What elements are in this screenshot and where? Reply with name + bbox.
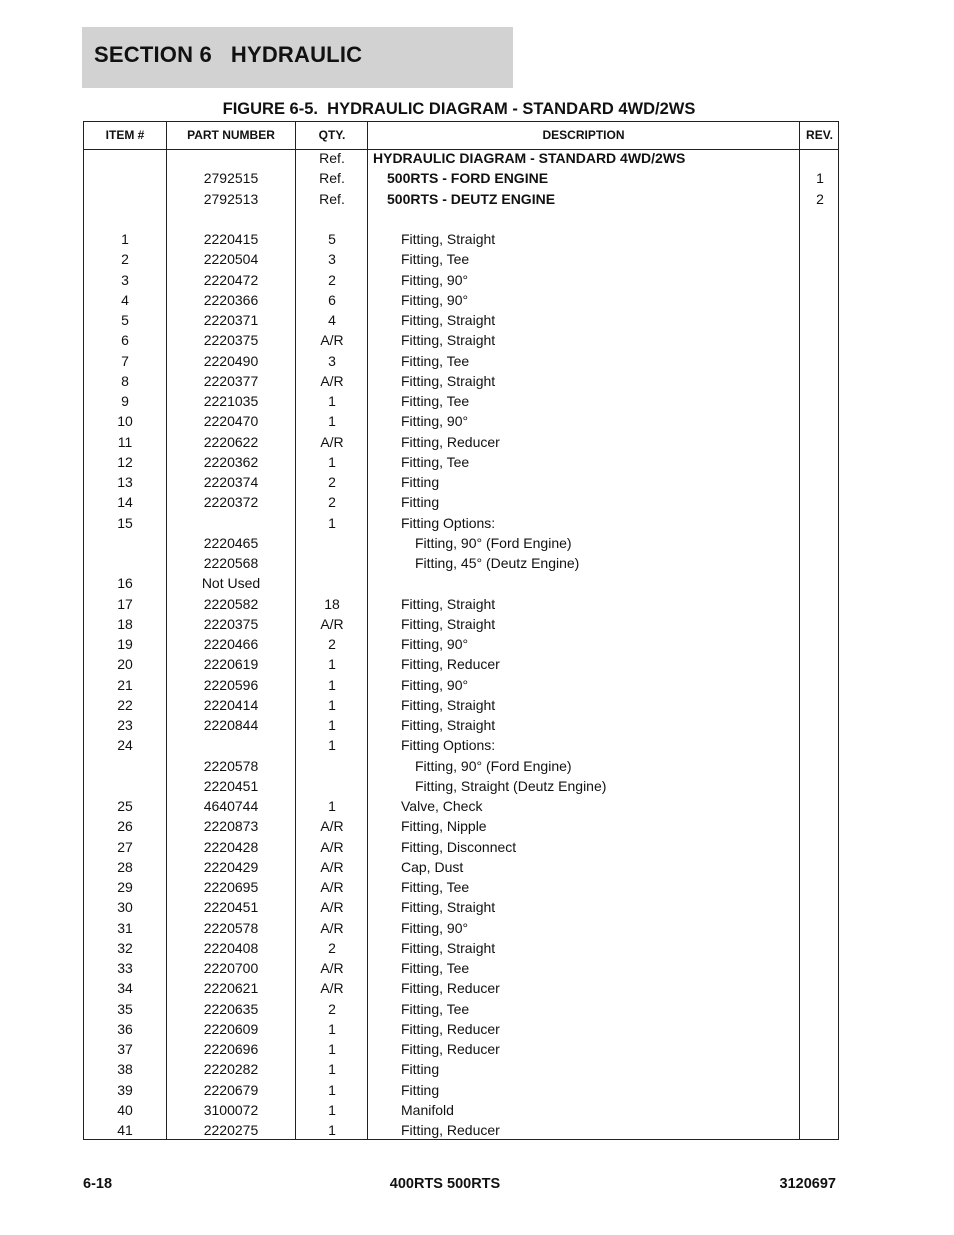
item-number: 10 <box>117 413 133 430</box>
description: Fitting, Tee <box>401 879 470 895</box>
part-number: 2792513 <box>203 190 259 207</box>
description: Fitting, Straight <box>401 312 496 328</box>
table-row <box>84 715 838 735</box>
table-row <box>84 168 838 188</box>
table-row <box>84 796 838 816</box>
part-number: 2220582 <box>203 595 259 612</box>
description: Fitting Options: <box>401 514 496 531</box>
item-number: 9 <box>121 393 129 409</box>
part-number: Not Used <box>201 575 261 592</box>
part-number: 2220873 <box>203 818 259 835</box>
quantity: 1 <box>328 453 336 470</box>
table-row <box>84 1039 838 1059</box>
part-number: 2220578 <box>203 757 259 774</box>
description: Fitting, Reducer <box>401 1020 500 1037</box>
footer-doc-number: 3120697 <box>779 1176 836 1192</box>
part-number: 2220679 <box>203 1081 259 1098</box>
footer-page-number: 6-18 <box>83 1176 113 1192</box>
quantity: A/R <box>320 838 344 855</box>
section-title: SECTION 6 HYDRAULIC <box>94 42 363 67</box>
description: 500RTS - DEUTZ ENGINE <box>387 190 556 207</box>
part-number: 2220451 <box>203 899 259 916</box>
part-number: 2220377 <box>203 372 259 389</box>
table-row <box>84 897 838 917</box>
revision: 2 <box>816 190 824 207</box>
table-row <box>84 249 838 269</box>
quantity: 3 <box>328 352 336 369</box>
part-number: 2220428 <box>203 838 259 855</box>
item-number: 39 <box>117 1081 133 1098</box>
item-number: 7 <box>121 352 129 369</box>
item-number: 37 <box>117 1041 133 1057</box>
quantity: 1 <box>328 696 336 713</box>
part-number: 2220844 <box>203 717 259 733</box>
table-row <box>84 1100 838 1120</box>
table-row <box>84 229 838 249</box>
table-row <box>84 452 838 472</box>
item-number: 33 <box>117 960 133 976</box>
description: Valve, Check <box>401 798 483 814</box>
quantity: 2 <box>328 494 336 511</box>
description: Fitting, 90° <box>401 413 469 430</box>
quantity: 1 <box>328 1041 336 1057</box>
quantity: A/R <box>320 433 344 450</box>
quantity: 1 <box>328 717 336 733</box>
item-number: 6 <box>121 332 129 349</box>
parts-table <box>83 121 839 1140</box>
part-number: 2220470 <box>203 413 259 430</box>
item-number: 23 <box>117 717 133 733</box>
part-number: 2220375 <box>203 615 259 632</box>
item-number: 15 <box>117 514 133 531</box>
quantity: 1 <box>328 656 336 673</box>
part-number: 2220429 <box>203 858 259 875</box>
description: Fitting, Straight <box>401 372 496 389</box>
table-row <box>84 492 838 512</box>
item-number: 11 <box>117 433 133 450</box>
part-number: 2220282 <box>203 1061 259 1078</box>
quantity: 1 <box>328 393 336 409</box>
figure-title: FIGURE 6-5. HYDRAULIC DIAGRAM - STANDARD 4WD/2WS <box>222 100 696 118</box>
item-number: 2 <box>121 251 129 268</box>
description: Fitting, Straight <box>401 939 496 956</box>
part-number: 2220619 <box>203 656 259 673</box>
part-number: 4640744 <box>203 798 259 814</box>
table-row <box>84 654 838 674</box>
table-row <box>84 776 838 796</box>
part-number: 2220366 <box>203 291 259 308</box>
item-number: 18 <box>117 615 133 632</box>
header-part-number: PART NUMBER <box>187 128 275 142</box>
quantity: 2 <box>328 271 336 288</box>
item-number: 3 <box>121 271 129 288</box>
part-number: 2220466 <box>203 636 259 652</box>
table-row <box>84 634 838 654</box>
table-row <box>84 533 838 553</box>
description: HYDRAULIC DIAGRAM - STANDARD 4WD/2WS <box>373 150 686 166</box>
quantity: A/R <box>320 858 344 875</box>
table-row <box>84 189 838 209</box>
description: Fitting, Reducer <box>401 1041 500 1057</box>
description: Cap, Dust <box>401 858 464 875</box>
table-row <box>84 391 838 411</box>
footer-model: 400RTS 500RTS <box>389 1176 501 1192</box>
description: Fitting, Tee <box>401 1000 470 1017</box>
description: Fitting, Straight <box>401 717 496 733</box>
part-number: 2220408 <box>203 939 259 956</box>
description: Fitting, Tee <box>401 251 470 268</box>
quantity: Ref. <box>319 150 345 166</box>
quantity: 1 <box>328 798 336 814</box>
description: Fitting, Reducer <box>401 656 500 673</box>
quantity: 5 <box>328 231 336 247</box>
part-number: 2220371 <box>203 312 259 328</box>
item-number: 13 <box>117 474 133 490</box>
table-row <box>84 1120 838 1140</box>
table-row <box>84 513 838 533</box>
item-number: 32 <box>117 939 133 956</box>
item-number: 19 <box>117 636 133 652</box>
description: Fitting, 90° <box>401 676 469 693</box>
quantity: A/R <box>320 960 344 976</box>
description: Fitting, Straight <box>401 696 496 713</box>
quantity: 1 <box>328 737 336 754</box>
table-row <box>84 371 838 391</box>
description: Fitting, Straight (Deutz Engine) <box>415 777 607 794</box>
part-number: 2220695 <box>203 879 259 895</box>
quantity: Ref. <box>319 190 345 207</box>
item-number: 34 <box>117 980 133 997</box>
part-number: 2220451 <box>203 777 259 794</box>
part-number: 2220622 <box>203 433 259 450</box>
item-number: 40 <box>117 1101 133 1118</box>
item-number: 4 <box>121 291 129 308</box>
table-row <box>84 756 838 776</box>
quantity: 6 <box>328 291 336 308</box>
item-number: 36 <box>117 1020 133 1037</box>
part-number: 2220596 <box>203 676 259 693</box>
table-row <box>84 1059 838 1079</box>
item-number: 35 <box>117 1000 133 1017</box>
table-row <box>84 614 838 634</box>
description: Fitting <box>401 1061 440 1078</box>
table-row <box>84 735 838 755</box>
description: Fitting, Tee <box>401 393 470 409</box>
item-number: 1 <box>121 231 129 247</box>
part-number: 2220372 <box>203 494 259 511</box>
quantity: 2 <box>328 474 336 490</box>
description: Fitting, 90° (Ford Engine) <box>415 757 572 774</box>
part-number: 2220609 <box>203 1020 259 1037</box>
table-row <box>84 553 838 573</box>
section-banner <box>82 27 513 88</box>
quantity: A/R <box>320 899 344 916</box>
part-number: 2220275 <box>203 1122 259 1138</box>
description: Fitting <box>401 474 440 490</box>
item-number: 29 <box>117 879 133 895</box>
table-row <box>84 472 838 492</box>
table-row <box>84 270 838 290</box>
revision: 1 <box>816 170 824 187</box>
part-number: 2220621 <box>203 980 259 997</box>
quantity: A/R <box>320 615 344 632</box>
quantity: A/R <box>320 372 344 389</box>
description: Fitting <box>401 494 440 511</box>
description: Fitting, 90° <box>401 636 469 652</box>
description: Fitting, 45° (Deutz Engine) <box>415 555 580 571</box>
part-number: 2792515 <box>203 170 259 187</box>
quantity: Ref. <box>319 170 345 187</box>
item-number: 28 <box>117 858 133 875</box>
description: Fitting, 90° <box>401 271 469 288</box>
table-row <box>84 290 838 310</box>
quantity: 1 <box>328 1122 336 1138</box>
item-number: 22 <box>117 696 133 713</box>
item-number: 31 <box>117 919 133 936</box>
quantity: A/R <box>320 818 344 835</box>
table-row <box>84 958 838 978</box>
quantity: A/R <box>320 919 344 936</box>
item-number: 14 <box>117 494 133 511</box>
description: Fitting, Straight <box>401 595 496 612</box>
description: Manifold <box>401 1101 454 1118</box>
quantity: 2 <box>328 636 336 652</box>
table-row <box>84 1080 838 1100</box>
quantity: 1 <box>328 413 336 430</box>
quantity: 4 <box>328 312 336 328</box>
table-row <box>84 209 838 229</box>
description: Fitting <box>401 1081 440 1098</box>
description: Fitting, Tee <box>401 352 470 369</box>
part-number: 2221035 <box>203 393 259 409</box>
quantity: 1 <box>328 1081 336 1098</box>
table-row <box>84 918 838 938</box>
description: Fitting, Tee <box>401 453 470 470</box>
part-number: 2220415 <box>203 231 259 247</box>
description: Fitting, 90° <box>401 291 469 308</box>
table-row <box>84 877 838 897</box>
part-number: 3100072 <box>203 1101 259 1118</box>
header-rev: REV. <box>806 128 833 142</box>
description: 500RTS - FORD ENGINE <box>387 170 549 187</box>
header-description: DESCRIPTION <box>542 128 625 142</box>
item-number: 20 <box>117 656 133 673</box>
part-number: 2220490 <box>203 352 259 369</box>
part-number: 2220696 <box>203 1041 259 1057</box>
item-number: 30 <box>117 899 133 916</box>
part-number: 2220472 <box>203 271 259 288</box>
item-number: 38 <box>117 1061 133 1078</box>
item-number: 12 <box>117 453 133 470</box>
description: Fitting, Straight <box>401 615 496 632</box>
table-row <box>84 330 838 350</box>
description: Fitting, Straight <box>401 332 496 349</box>
table-row <box>84 573 838 593</box>
table-row <box>84 695 838 715</box>
quantity: 2 <box>328 939 336 956</box>
part-number: 2220578 <box>203 919 259 936</box>
part-number: 2220504 <box>203 251 259 268</box>
part-number: 2220635 <box>203 1000 259 1017</box>
table-row <box>84 816 838 836</box>
item-number: 26 <box>117 818 133 835</box>
item-number: 17 <box>117 595 133 612</box>
description: Fitting, Reducer <box>401 980 500 997</box>
quantity: A/R <box>320 879 344 895</box>
table-row <box>84 148 838 168</box>
table-row <box>84 310 838 330</box>
table-body <box>84 148 838 1140</box>
part-number: 2220374 <box>203 474 259 490</box>
table-row <box>84 978 838 998</box>
item-number: 5 <box>121 312 129 328</box>
description: Fitting, 90° (Ford Engine) <box>415 534 572 551</box>
quantity: 18 <box>324 595 340 612</box>
description: Fitting, Reducer <box>401 433 500 450</box>
quantity: 1 <box>328 1061 336 1078</box>
table-row <box>84 1019 838 1039</box>
quantity: 2 <box>328 1000 336 1017</box>
item-number: 41 <box>117 1122 133 1138</box>
part-number: 2220375 <box>203 332 259 349</box>
item-number: 8 <box>121 372 129 389</box>
part-number: 2220568 <box>203 555 259 571</box>
item-number: 27 <box>117 838 133 855</box>
table-row <box>84 432 838 452</box>
description: Fitting, Nipple <box>401 818 487 835</box>
quantity: A/R <box>320 980 344 997</box>
item-number: 25 <box>117 798 133 814</box>
part-number: 2220362 <box>203 453 259 470</box>
quantity: 1 <box>328 1020 336 1037</box>
header-qty: QTY. <box>318 128 346 142</box>
quantity: 1 <box>328 676 336 693</box>
description: Fitting, Tee <box>401 960 470 976</box>
item-number: 16 <box>117 575 133 592</box>
table-row <box>84 351 838 371</box>
quantity: 3 <box>328 251 336 268</box>
table-row <box>84 938 838 958</box>
table-row <box>84 999 838 1019</box>
table-row <box>84 837 838 857</box>
item-number: 24 <box>117 737 133 754</box>
description: Fitting, Straight <box>401 899 496 916</box>
table-row <box>84 675 838 695</box>
quantity: A/R <box>320 332 344 349</box>
table-row <box>84 857 838 877</box>
item-number: 21 <box>117 676 133 693</box>
quantity: 1 <box>328 514 336 531</box>
part-number: 2220700 <box>203 960 259 976</box>
quantity: 1 <box>328 1101 336 1118</box>
description: Fitting, Straight <box>401 231 496 247</box>
table-row <box>84 411 838 431</box>
table-row <box>84 594 838 614</box>
description: Fitting, Disconnect <box>401 838 517 855</box>
description: Fitting Options: <box>401 737 496 754</box>
description: Fitting, 90° <box>401 919 469 936</box>
description: Fitting, Reducer <box>401 1122 500 1138</box>
part-number: 2220414 <box>203 696 259 713</box>
header-item: ITEM # <box>105 128 145 142</box>
part-number: 2220465 <box>203 534 259 551</box>
